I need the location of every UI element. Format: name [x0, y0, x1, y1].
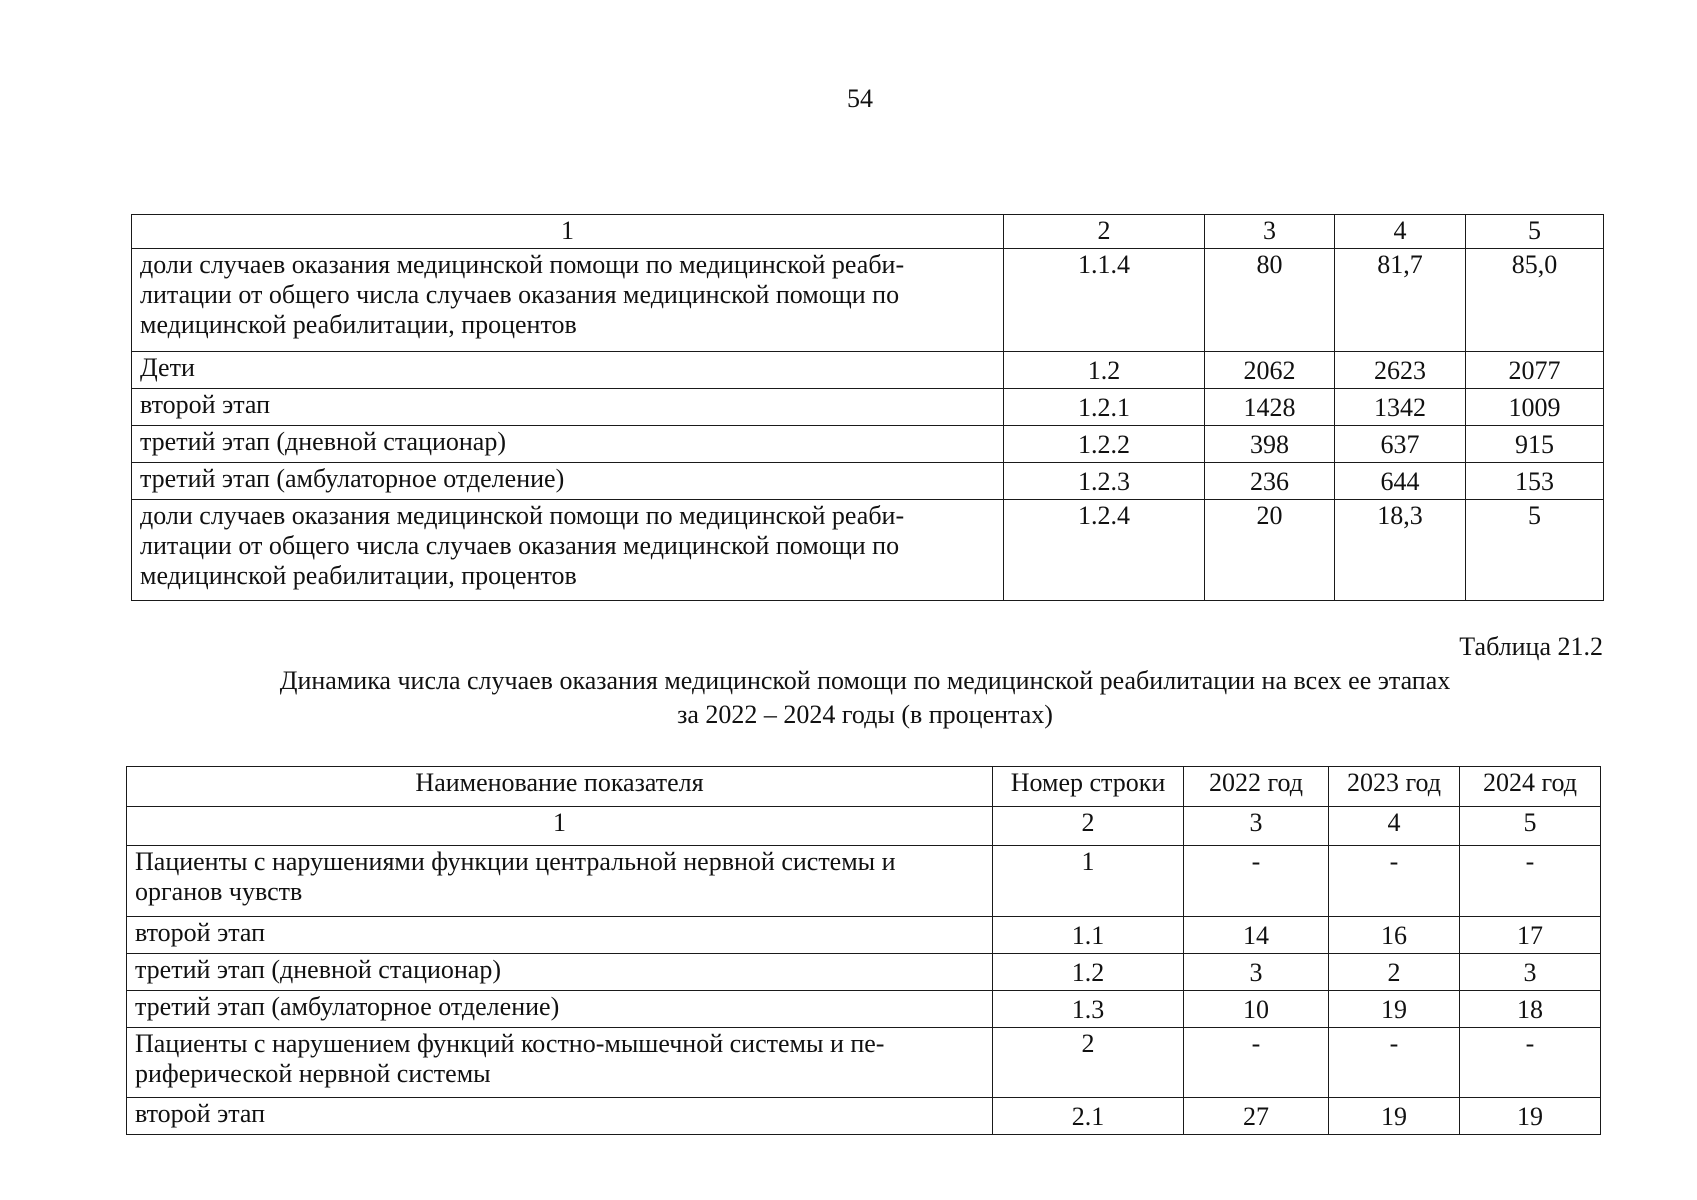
- indicator-name: доли случаев оказания медицинской помощи по медицинской реаби-литации от общего числа случаев оказания медицинской помощи по медицинской реабилитации, процентов: [132, 249, 1004, 352]
- value-cell: -: [1460, 1028, 1601, 1098]
- table-row: [127, 991, 1601, 1028]
- table-header-numbering-row: [127, 807, 1601, 846]
- line-number: 2: [993, 1028, 1184, 1098]
- line-number: 1.2.4: [1004, 500, 1205, 601]
- table-caption-title-line: за 2022 – 2024 годы (в процентах): [677, 700, 1053, 729]
- value-cell: -: [1460, 846, 1601, 917]
- table-continuation: [131, 214, 1604, 601]
- value-cell: -: [1184, 846, 1329, 917]
- value-cell: 81,7: [1335, 249, 1466, 352]
- value-cell: 3: [1184, 954, 1329, 991]
- header-cell: Наименование показателя: [127, 767, 993, 807]
- value-cell: 2623: [1335, 352, 1466, 389]
- value-cell: 18,3: [1335, 500, 1466, 601]
- table-caption-title-line: Динамика числа случаев оказания медицинской помощи по медицинской реабилитации на всех ее этапах: [279, 666, 1451, 695]
- table-row: [127, 1028, 1601, 1098]
- header-cell: 2: [993, 807, 1184, 846]
- value-cell: 10: [1184, 991, 1329, 1028]
- value-cell: 398: [1205, 426, 1335, 463]
- table-row: [132, 249, 1604, 352]
- page-number: 54: [847, 84, 873, 113]
- value-cell: 915: [1466, 426, 1604, 463]
- header-cell: 2023 год: [1329, 767, 1460, 807]
- table-row: [132, 463, 1604, 500]
- line-number: 1: [993, 846, 1184, 917]
- value-cell: 27: [1184, 1098, 1329, 1135]
- value-cell: 16: [1329, 917, 1460, 954]
- header-cell: 1: [132, 215, 1004, 249]
- value-cell: 3: [1460, 954, 1601, 991]
- table-caption-label: Таблица 21.2: [1459, 632, 1603, 661]
- table-header-row: [127, 767, 1601, 807]
- value-cell: 2062: [1205, 352, 1335, 389]
- value-cell: 644: [1335, 463, 1466, 500]
- indicator-name: третий этап (дневной стационар): [132, 426, 1004, 463]
- indicator-name: доли случаев оказания медицинской помощи по медицинской реаби-литации от общего числа случаев оказания медицинской помощи по медицинской реабилитации, процентов: [132, 500, 1004, 601]
- header-cell: Номер строки: [993, 767, 1184, 807]
- header-cell: 5: [1460, 807, 1601, 846]
- line-number: 1.2: [1004, 352, 1205, 389]
- value-cell: 85,0: [1466, 249, 1604, 352]
- line-number: 1.1: [993, 917, 1184, 954]
- indicator-name: третий этап (амбулаторное отделение): [132, 463, 1004, 500]
- value-cell: 19: [1329, 991, 1460, 1028]
- indicator-name: второй этап: [127, 917, 993, 954]
- header-cell: 1: [127, 807, 993, 846]
- table-21-2: [126, 766, 1601, 1135]
- indicator-name: Пациенты с нарушениями функции центральной нервной системы и органов чувств: [127, 846, 993, 917]
- table-row: [127, 846, 1601, 917]
- value-cell: 236: [1205, 463, 1335, 500]
- table-row: [132, 352, 1604, 389]
- indicator-name: третий этап (дневной стационар): [127, 954, 993, 991]
- value-cell: 2: [1329, 954, 1460, 991]
- header-cell: 4: [1329, 807, 1460, 846]
- table-header-numbering-row: [132, 215, 1604, 249]
- value-cell: 18: [1460, 991, 1601, 1028]
- indicator-name: третий этап (амбулаторное отделение): [127, 991, 993, 1028]
- header-cell: 2024 год: [1460, 767, 1601, 807]
- value-cell: 637: [1335, 426, 1466, 463]
- indicator-name: второй этап: [127, 1098, 993, 1135]
- line-number: 1.2.2: [1004, 426, 1205, 463]
- value-cell: 14: [1184, 917, 1329, 954]
- value-cell: 1009: [1466, 389, 1604, 426]
- value-cell: 1428: [1205, 389, 1335, 426]
- value-cell: 1342: [1335, 389, 1466, 426]
- header-cell: 4: [1335, 215, 1466, 249]
- indicator-name: второй этап: [132, 389, 1004, 426]
- value-cell: -: [1329, 1028, 1460, 1098]
- value-cell: 80: [1205, 249, 1335, 352]
- line-number: 1.3: [993, 991, 1184, 1028]
- header-cell: 3: [1205, 215, 1335, 249]
- value-cell: -: [1184, 1028, 1329, 1098]
- table-row: [127, 954, 1601, 991]
- table-row: [132, 426, 1604, 463]
- table-row: [132, 389, 1604, 426]
- table-row: [127, 1098, 1601, 1135]
- table-caption-title: [130, 664, 1600, 732]
- value-cell: -: [1329, 846, 1460, 917]
- header-cell: 5: [1466, 215, 1604, 249]
- line-number: 1.2.1: [1004, 389, 1205, 426]
- line-number: 2.1: [993, 1098, 1184, 1135]
- header-cell: 2: [1004, 215, 1205, 249]
- value-cell: 19: [1329, 1098, 1460, 1135]
- line-number: 1.1.4: [1004, 249, 1205, 352]
- header-cell: 3: [1184, 807, 1329, 846]
- value-cell: 5: [1466, 500, 1604, 601]
- header-cell: 2022 год: [1184, 767, 1329, 807]
- indicator-name: Дети: [132, 352, 1004, 389]
- value-cell: 19: [1460, 1098, 1601, 1135]
- indicator-name: Пациенты с нарушением функций костно-мышечной системы и пе-риферической нервной системы: [127, 1028, 993, 1098]
- line-number: 1.2: [993, 954, 1184, 991]
- table-row: [127, 917, 1601, 954]
- line-number: 1.2.3: [1004, 463, 1205, 500]
- value-cell: 17: [1460, 917, 1601, 954]
- table-row: [132, 500, 1604, 601]
- value-cell: 153: [1466, 463, 1604, 500]
- value-cell: 20: [1205, 500, 1335, 601]
- value-cell: 2077: [1466, 352, 1604, 389]
